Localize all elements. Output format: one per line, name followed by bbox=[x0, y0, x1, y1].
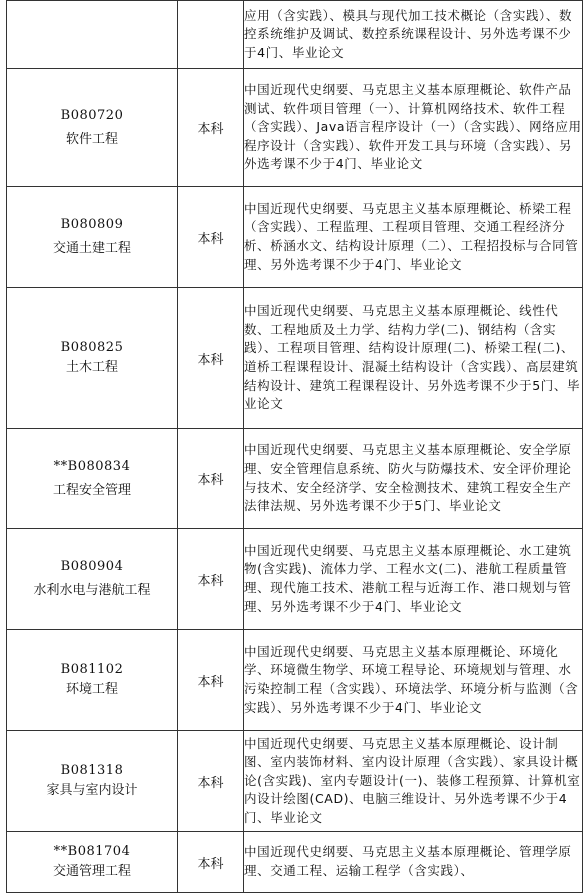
table-row bbox=[7, 630, 583, 731]
level-cell: 本科 bbox=[178, 832, 244, 893]
level-cell: 本科 bbox=[178, 187, 244, 288]
table-row bbox=[7, 1, 583, 69]
major-code: B080809 bbox=[60, 217, 124, 232]
courses-cell: 应用（含实践）、模具与现代加工技术概论（含实践）、数控系统维护及调试、数控系统课程设计、另外选考课不少于4门、毕业论文 bbox=[244, 1, 583, 69]
level-cell: 本科 bbox=[178, 630, 244, 731]
level-cell: 本科 bbox=[178, 731, 244, 832]
program-table bbox=[6, 0, 583, 893]
major-name: 软件工程 bbox=[65, 131, 118, 147]
major-cell bbox=[7, 187, 178, 288]
major-code: B080825 bbox=[60, 340, 124, 355]
major-cell bbox=[7, 529, 178, 630]
courses-cell: 中国近现代史纲要、马克思主义基本原理概论、软件产品测试、软件项目管理（一）、计算机网络技术、软件工程（含实践）、Java语言程序设计（一）（含实践）、网络应用程序设计（含实践）、软件开发工具与环境（含实践）、另外选考课不少于4门、毕业论文 bbox=[244, 69, 583, 187]
table-row bbox=[7, 832, 583, 893]
major-cell bbox=[7, 69, 178, 187]
courses-cell: 中国近现代史纲要、马克思主义基本原理概论、管理学原理、交通工程、运输工程学（含实践）、 bbox=[244, 832, 583, 893]
table-row bbox=[7, 731, 583, 832]
major-name: 环境工程 bbox=[65, 682, 118, 697]
courses-cell: 中国近现代史纲要、马克思主义基本原理概论、环境化学、环境微生物学、环境工程导论、环境规划与管理、水污染控制工程（含实践）、环境法学、环境分析与监测（含实践）、另外选考课不少于4门、毕业论文 bbox=[244, 630, 583, 731]
major-code: B080904 bbox=[60, 559, 124, 574]
major-name: 交通管理工程 bbox=[52, 864, 131, 879]
level-cell: 本科 bbox=[178, 288, 244, 429]
table-row bbox=[7, 429, 583, 529]
major-name: 土木工程 bbox=[65, 360, 118, 375]
courses-cell: 中国近现代史纲要、马克思主义基本原理概论、水工建筑物(含实践)、流体力学、工程水文(二)、港航工程质量管理、现代施工技术、港航工程与近海工作、港口规划与管理、另外选考课不少于4门、毕业论文 bbox=[244, 529, 583, 630]
table-row bbox=[7, 69, 583, 187]
major-cell bbox=[7, 288, 178, 429]
major-cell bbox=[7, 429, 178, 529]
table-row bbox=[7, 187, 583, 288]
major-name: 交通土建工程 bbox=[52, 241, 131, 256]
major-cell bbox=[7, 832, 178, 893]
level-cell: 本科 bbox=[178, 529, 244, 630]
courses-cell: 中国近现代史纲要、马克思主义基本原理概论、设计制图、室内装饰材料、室内设计原理（含实践）、家具设计概论(含实践)、室内专题设计(一)、装修工程预算、计算机室内设计绘图(CAD)、电脑三维设计、另外选考课不少于4门、毕业论文 bbox=[244, 731, 583, 832]
major-cell bbox=[7, 731, 178, 832]
major-code: **B081704 bbox=[53, 844, 131, 859]
level-cell: 本科 bbox=[178, 429, 244, 529]
table-row bbox=[7, 288, 583, 429]
major-cell bbox=[7, 1, 178, 69]
major-name: 家具与室内设计 bbox=[46, 783, 138, 798]
major-cell bbox=[7, 630, 178, 731]
major-code: B081318 bbox=[60, 763, 124, 778]
courses-cell: 中国近现代史纲要、马克思主义基本原理概论、线性代数、工程地质及土力学、结构力学(二)、钢结构（含实践）、工程项目管理、结构设计原理(二)、桥梁工程(二)、道桥工程课程设计、混凝土结构设计（含实践）、高层建筑结构设计、建筑工程课程设计、另外选考课不少于5门、毕业论文 bbox=[244, 288, 583, 429]
major-name: 工程安全管理 bbox=[52, 482, 131, 498]
major-code: B081102 bbox=[60, 662, 124, 677]
courses-cell: 中国近现代史纲要、马克思主义基本原理概论、安全学原理、安全管理信息系统、防火与防爆技术、安全评价理论与技术、安全经济学、安全检测技术、建筑工程安全生产法律法规、另外选考课不少于5门、毕业论文 bbox=[244, 429, 583, 529]
major-code: **B080834 bbox=[53, 458, 131, 474]
courses-cell: 中国近现代史纲要、马克思主义基本原理概论、桥梁工程（含实践）、工程监理、工程项目管理、交通工程经济分析、桥涵水文、结构设计原理（二）、工程招投标与合同管理、另外选考课不少于4门、毕业论文 bbox=[244, 187, 583, 288]
level-cell bbox=[178, 1, 244, 69]
major-code: B080720 bbox=[60, 107, 124, 123]
table-row bbox=[7, 529, 583, 630]
major-name: 水利水电与港航工程 bbox=[33, 583, 151, 598]
level-cell: 本科 bbox=[178, 69, 244, 187]
